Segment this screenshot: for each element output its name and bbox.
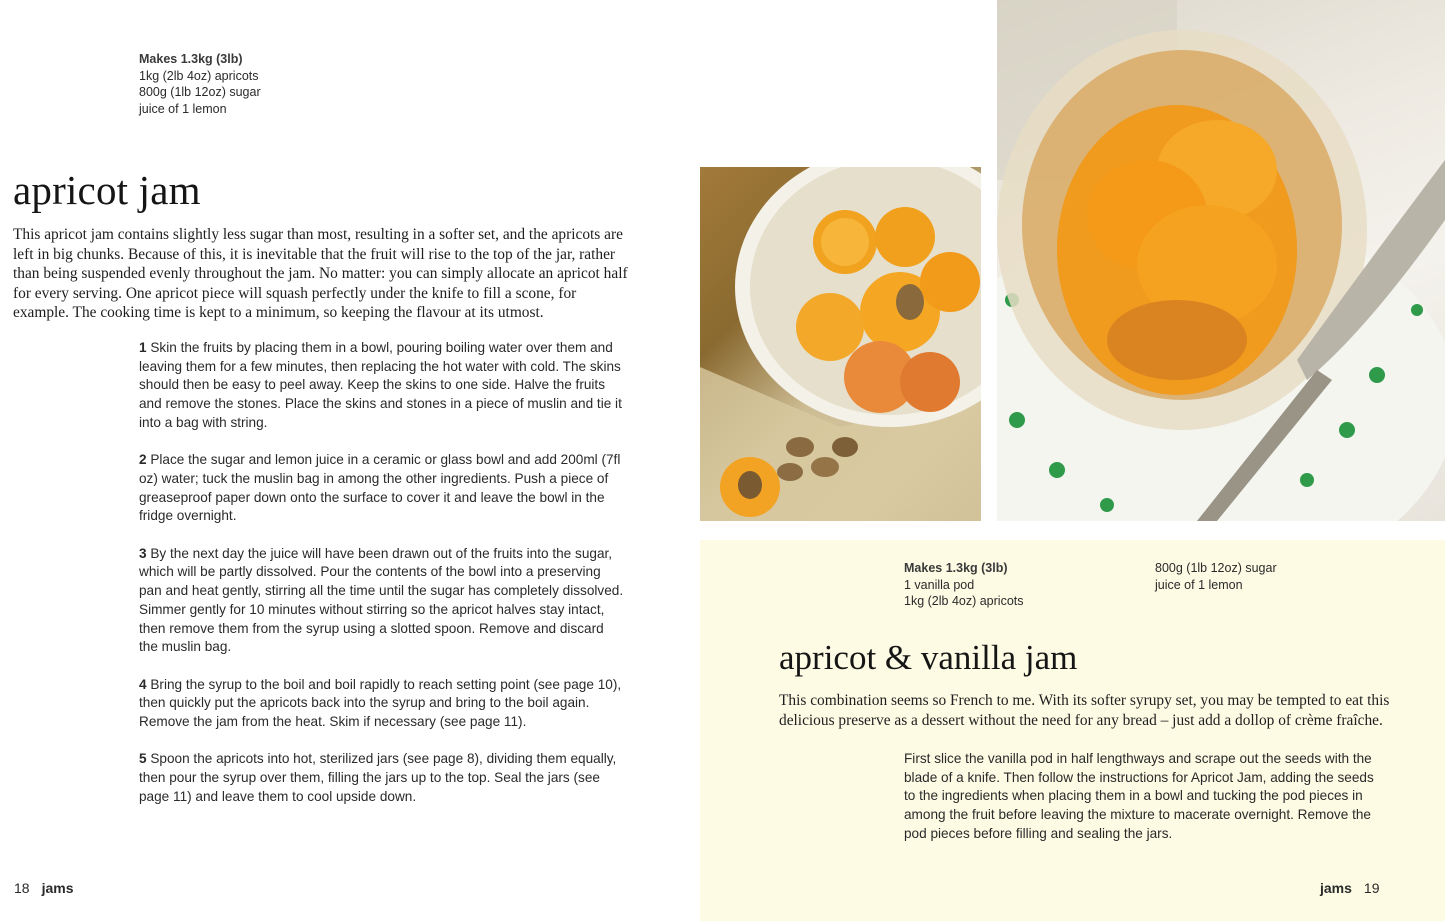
recipe-intro-apricot-jam: This apricot jam contains slightly less sugar than most, resulting in a softer set, and the apricots are left in big chunks. Because of this, it is inevitable that the fruit will rise to the top of the jar, rather than being suspended evenly throughout the jam. No matter: you can simply allocate an apricot half for every serving. One apricot piece will squash perfectly under the knife to fill a scone, for example. The cooking time is kept to a minimum, so keeping the flavour at its utmost. [13,226,628,321]
ingredient-item: 800g (1lb 12oz) sugar [139,85,261,100]
recipe-steps-apricot-jam [139,339,624,825]
jam-jar-illustration [997,0,1445,521]
recipe-step [139,339,624,433]
recipe-title-apricot-vanilla-jam: apricot & vanilla jam [779,638,1078,677]
recipe-step [139,451,624,526]
recipe-step [139,676,624,732]
page-number: 19 [1363,880,1380,896]
recipe-intro-apricot-vanilla-jam: This combination seems so French to me. With its softer syrupy set, you may be tempted to eat this delicious preserve as a dessert without the need for any bread – just add a dollop of crème fraîche. [779,692,1390,729]
ingredient-item: 800g (1lb 12oz) sugar [1155,561,1277,575]
page-footer-left [14,880,74,896]
step-text: By the next day the juice will have been drawn out of the fruits into the sugar, which will be partly dissolved. Pour the contents of the bowl into a preserving pan and heat gently, stirring all the time until the sugar has completely dissolved. Simmer gently for 10 minutes without stirring so the apricot halves stay intact, then remove them from the syrup using a slotted spoon. Remove and discard the muslin bag. [139,545,624,655]
recipe-yield: Makes 1.3kg (3lb) [139,52,243,66]
recipe-yield: Makes 1.3kg (3lb) [904,561,1008,575]
recipe-method-apricot-vanilla-jam: First slice the vanilla pod in half lengthways and scrape out the seeds with the blade of a knife. Then follow the instructions for Apricot Jam, adding the seeds to the ingredients when placing them in a bowl and tucking the pod pieces in among the fruit before leaving the mixture to macerate overnight. Remove the pod pieces before filling and sealing the jars. [904,751,1374,841]
photo-apricot-jam-jar [997,0,1445,521]
apricot-bowl-illustration [700,167,981,521]
ingredients-list-apricot-vanilla-jam [904,560,1024,610]
recipe-step [139,545,624,657]
ingredient-item: 1 vanilla pod [904,577,975,592]
recipe-panel-apricot-vanilla-jam [700,540,1445,921]
section-name: jams [1320,880,1352,896]
photo-apricots-in-bowl [700,167,981,521]
step-text: Bring the syrup to the boil and boil rapidly to reach setting point (see page 10), then quickly put the apricots back into the syrup and bring to the boil again. Remove the jam from the heat. Skim if necessary (see page 11). [139,676,622,730]
ingredient-item: 1kg (2lb 4oz) apricots [139,68,259,83]
page-number: 18 [14,880,30,896]
step-text: Place the sugar and lemon juice in a ceramic or glass bowl and add 200ml (7fl oz) water; tuck the muslin bag in among the other ingredients. Push a piece of greaseproof paper down onto the surface to cover it and leave the bowl in the fridge overnight. [139,452,621,524]
step-number: 3 [139,545,147,561]
step-text: Skin the fruits by placing them in a bowl, pouring boiling water over them and leaving them for a few minutes, then replacing the hot water with cold. The skins should then be easy to peel away. Keep the skins to one side. Halve the fruits and remove the stones. Place the skins and stones in a piece of muslin and tie it into a bag with string. [139,340,622,430]
ingredients-list-apricot-jam [139,51,261,117]
page-footer-right [1320,880,1380,896]
step-number: 1 [139,340,147,355]
ingredient-item: juice of 1 lemon [139,101,227,116]
ingredients-list-column-2 [1155,560,1277,593]
recipe-step [139,750,624,806]
step-number: 2 [139,452,147,468]
ingredient-item: 1kg (2lb 4oz) apricots [904,594,1024,609]
recipe-title-apricot-jam: apricot jam [13,167,201,213]
step-text: Spoon the apricots into hot, sterilized jars (see page 8), dividing them equally, then pour the syrup over them, filling the jars up to the top. Seal the jars (see page 11) and leave them to cool upside down. [139,751,617,804]
step-number: 5 [139,751,147,767]
section-name: jams [41,880,74,896]
ingredient-item: juice of 1 lemon [1155,577,1243,592]
step-number: 4 [139,676,147,692]
